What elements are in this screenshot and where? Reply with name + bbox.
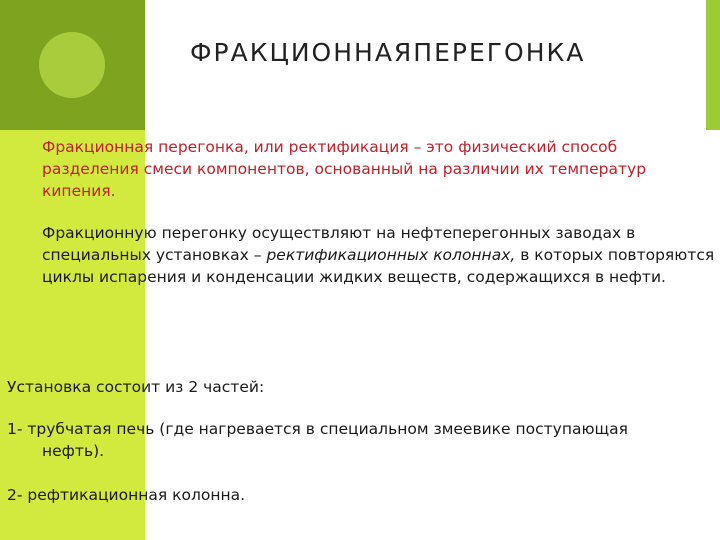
accent-bar	[706, 0, 720, 130]
definition-paragraph: Фракционная перегонка, или ректификация – это физический способ разделения смеси компонентов, основанный на различии их температур кипения.	[42, 138, 647, 200]
process-text-b: в которых повторяются циклы испарения и конденсации жидких веществ, содержащихся в нефти.	[42, 246, 715, 286]
process-text-a: Фракционную перегонку осуществляют на нефтеперегонных заводах в специальных установках –	[42, 224, 636, 264]
parts-heading: Установка состоит из 2 частей:	[7, 378, 265, 396]
part-one-continuation: нефть).	[42, 442, 105, 460]
slide-title: ФРАКЦИОННАЯПЕРЕГОНКА	[190, 38, 586, 67]
part-one-item	[7, 418, 707, 462]
circle-decoration-icon	[39, 32, 105, 98]
part-one-text: 1- трубчатая печь (где нагревается в специальном змеевике поступающая	[7, 420, 628, 438]
slide-content	[0, 130, 720, 540]
part-two-item: 2- рефтикационная колонна.	[7, 486, 246, 504]
process-text-emphasis: ректификационных колоннах,	[266, 246, 516, 264]
process-paragraph	[42, 222, 716, 288]
